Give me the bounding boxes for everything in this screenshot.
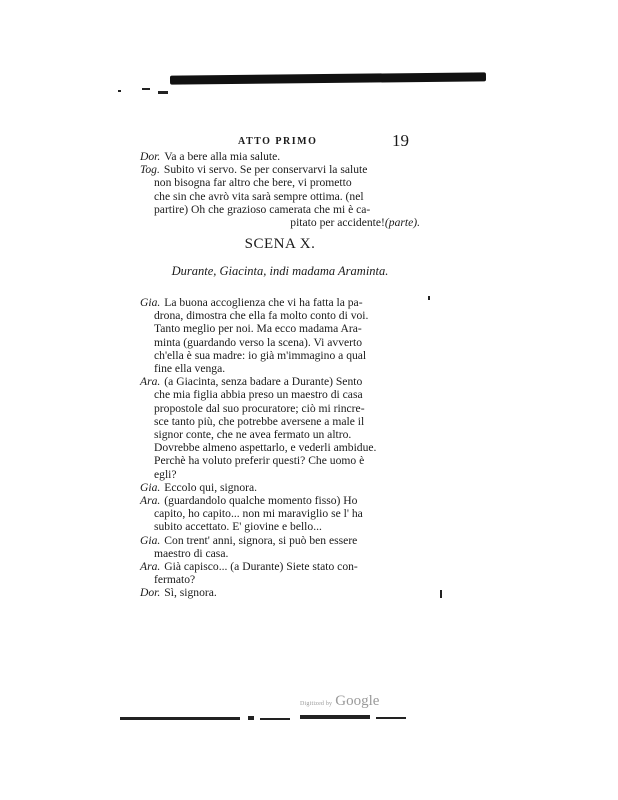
- speech-line: subito accettato. E' giovine e bello...: [154, 520, 322, 534]
- speech-line: maestro di casa.: [154, 546, 229, 560]
- speech-line: che mia figlia abbia preso un maestro di casa: [154, 388, 363, 402]
- scan-top-rule: [170, 72, 486, 84]
- speaker-label: Ara.: [140, 494, 161, 508]
- speech-line: (guardandolo qualche momento fisso) Ho: [164, 494, 358, 508]
- speech-durante-1: [140, 150, 420, 163]
- dialogue-block-1: [140, 150, 420, 229]
- speaker-label: Tog.: [140, 163, 160, 177]
- speech-line: Sì, signora.: [164, 586, 217, 600]
- speech-line: egli?: [154, 467, 177, 481]
- speech-line: che sin che avrò vita sarà sempre ottima. (nel: [154, 189, 364, 203]
- speech-line: propostole dal suo procuratore; ciò mi rincre-: [154, 401, 365, 415]
- speech-toglio: [140, 163, 420, 229]
- speech-araminta-2: [140, 494, 420, 534]
- running-head: ATTO PRIMO: [238, 136, 318, 147]
- speech-line: Dovrebbe almeno aspettarlo, e vederli ambidue.: [154, 441, 377, 455]
- speech-line: fermato?: [154, 573, 196, 587]
- speech-line: Subito vi servo. Se per conservarvi la salute: [163, 163, 368, 177]
- scan-specks: [118, 82, 178, 96]
- page-number: 19: [392, 131, 409, 150]
- dialogue-block-2: [140, 296, 420, 600]
- speaker-label: Dor.: [140, 586, 161, 600]
- speech-line: pitato per accidente!: [290, 216, 385, 230]
- speech-giacinta-1: [140, 296, 420, 375]
- speech-line: partire) Oh che grazioso camerata che mi è ca-: [154, 202, 371, 216]
- speaker-label: Ara.: [140, 560, 161, 574]
- speaker-label: Ara.: [140, 375, 161, 389]
- speech-line: non bisogna far altro che bere, vi prometto: [154, 176, 352, 190]
- speech-line: La buona accoglienza che vi ha fatta la pa-: [164, 296, 363, 309]
- speech-line: capito, ho capito... non mi maraviglio se l' ha: [154, 507, 363, 521]
- scan-speck: [428, 296, 430, 300]
- speech-line: sce tanto più, che potrebbe aversene a male il: [154, 414, 365, 428]
- speech-line: minta (guardando verso la scena). Vi avverto: [154, 335, 363, 349]
- google-wordmark: Google: [335, 693, 380, 709]
- speech-line: Già capisco... (a Durante) Siete stato con-: [164, 560, 358, 574]
- scene-characters: Durante, Giacinta, indi madama Araminta.: [171, 264, 389, 278]
- speech-line: Perchè ha voluto preferir questi? Che uomo è: [154, 454, 365, 468]
- speech-line: ch'ella è sua madre: io già m'immagino a qual: [154, 348, 367, 362]
- scan-bottom-rule: [120, 712, 406, 722]
- speech-line: Con trent' anni, signora, si può ben essere: [164, 533, 358, 547]
- speech-line: drona, dimostra che ella fa molto conto di voi.: [154, 309, 369, 323]
- speaker-label: Dor.: [140, 150, 161, 163]
- speaker-label: Gia.: [140, 533, 161, 547]
- speech-giacinta-2: [140, 481, 420, 494]
- speaker-label: Gia.: [140, 296, 161, 309]
- stage-direction: (parte).: [384, 216, 420, 230]
- speech-line: Eccolo qui, signora.: [164, 480, 258, 494]
- speech-araminta-1: [140, 375, 420, 481]
- scan-speck: [440, 590, 442, 598]
- speech-araminta-3: [140, 560, 420, 586]
- speech-line: Tanto meglio per noi. Ma ecco madama Ara-: [154, 322, 362, 336]
- speech-line: Va a bere alla mia salute.: [164, 150, 281, 163]
- speech-giacinta-3: [140, 534, 420, 560]
- speech-durante-2: [140, 586, 420, 599]
- digitization-watermark: Digitized by Google: [300, 693, 380, 709]
- scene-title: SCENA X.: [244, 236, 316, 252]
- speaker-label: Gia.: [140, 480, 161, 494]
- speech-line: fine ella venga.: [154, 362, 226, 376]
- speech-line: (a Giacinta, senza badare a Durante) Sento: [164, 375, 363, 389]
- speech-line: signor conte, che ne avea fermato un altro.: [154, 428, 352, 442]
